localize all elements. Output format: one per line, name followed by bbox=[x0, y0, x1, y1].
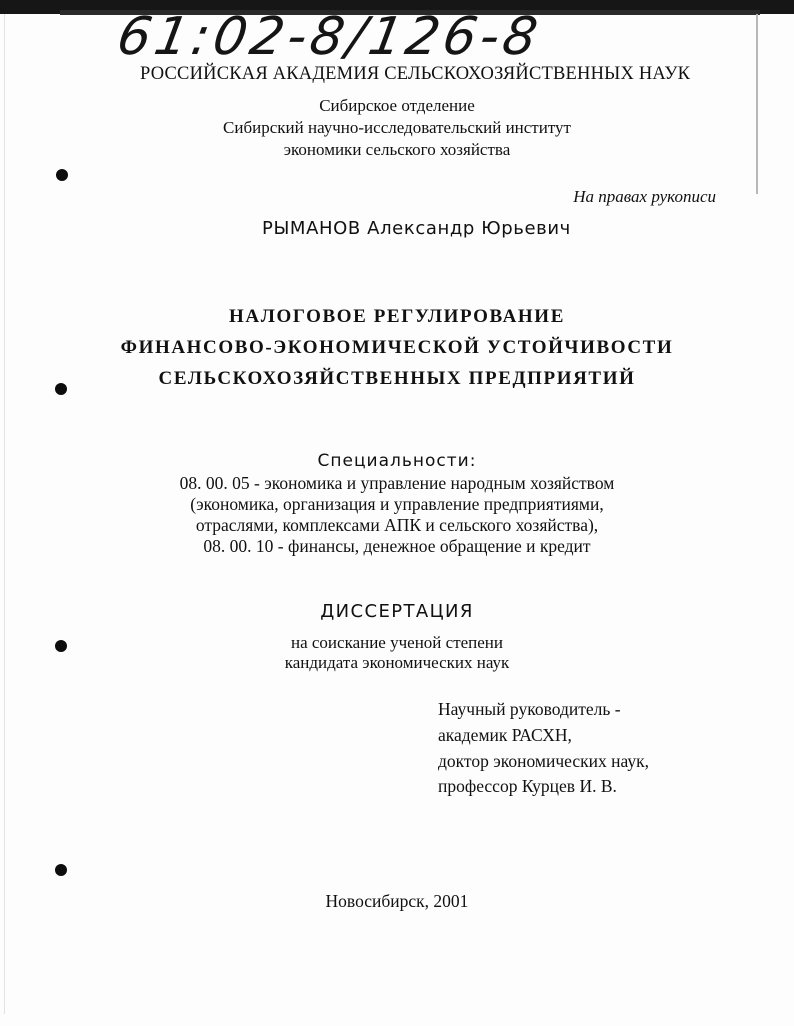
specialty-line4: 08. 00. 10 - финансы, денежное обращение и кредит bbox=[203, 536, 591, 556]
dissertation-title-line3: СЕЛЬСКОХОЗЯЙСТВЕННЫХ ПРЕДПРИЯТИЙ bbox=[158, 368, 636, 389]
institute-name-line1: Сибирский научно-исследовательский институт bbox=[223, 118, 571, 137]
specialties-heading: Специальности: bbox=[317, 451, 477, 471]
dissertation-title-line2: ФИНАНСОВО-ЭКОНОМИЧЕСКОЙ УСТОЙЧИВОСТИ bbox=[120, 337, 674, 358]
institute-name-line2: экономики сельского хозяйства bbox=[283, 140, 511, 159]
specialty-line1: 08. 00. 05 - экономика и управление народным хозяйством bbox=[179, 473, 615, 493]
city-year: Новосибирск, 2001 bbox=[325, 891, 469, 911]
specialty-line2: (экономика, организация и управление предприятиями, bbox=[190, 494, 604, 514]
dissertation-title-line1: НАЛОГОВОЕ РЕГУЛИРОВАНИЕ bbox=[229, 306, 565, 327]
specialty-line3: отраслями, комплексами АПК и сельского хозяйства), bbox=[195, 515, 599, 535]
supervisor-line3: доктор экономических наук, bbox=[438, 751, 649, 771]
rights-note: На правах рукописи bbox=[573, 187, 716, 206]
punch-hole-mark bbox=[55, 864, 67, 876]
degree-line2: кандидата экономических наук bbox=[284, 653, 510, 672]
work-type-heading: ДИССЕРТАЦИЯ bbox=[320, 601, 474, 622]
supervisor-line1: Научный руководитель - bbox=[438, 699, 621, 719]
punch-hole-mark bbox=[56, 169, 68, 181]
department-name: Сибирское отделение bbox=[319, 96, 475, 115]
degree-line1: на соискание ученой степени bbox=[290, 633, 504, 652]
supervisor-line4: профессор Курцев И. В. bbox=[438, 776, 617, 796]
organization-name: РОССИЙСКАЯ АКАДЕМИЯ СЕЛЬСКОХОЗЯЙСТВЕННЫХ НАУК bbox=[140, 64, 691, 84]
handwritten-call-number bbox=[112, 7, 598, 70]
supervisor-line2: академик РАСХН, bbox=[438, 725, 572, 745]
handwritten-call-number-text: 61:02-8/126-8 bbox=[112, 7, 546, 67]
author-name: РЫМАНОВ Александр Юрьевич bbox=[262, 218, 571, 239]
